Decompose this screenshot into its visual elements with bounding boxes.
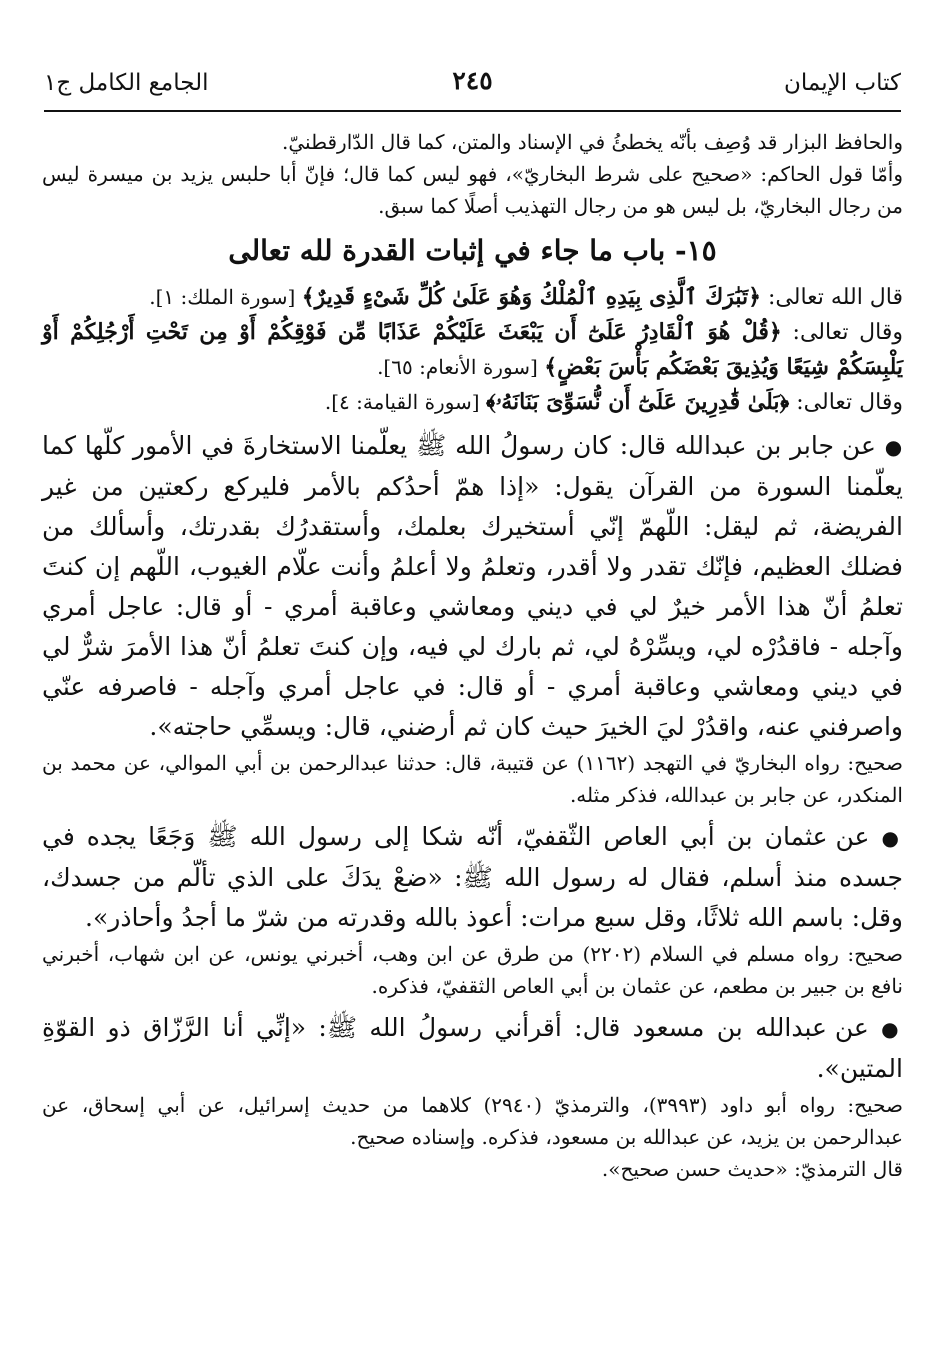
verse-lead: قال الله تعالى: (761, 285, 903, 310)
hadith-takhrij: صحيح: رواه مسلم في السلام (٢٢٠٢) من طرق عن ابن وهب، أخبرني يونس، عن ابن شهاب، أخبرني نافع بن جبير بن مطعم، عن عثمان بن أبي العاص الثقفيّ، فذكره. (42, 942, 903, 998)
closing-note: قال الترمذيّ: «حديث حسن صحيح». (601, 1157, 903, 1181)
verse-reference: [سورة الأنعام: ٦٥]. (377, 355, 545, 379)
intro-paragraph: والحافظ البزار قد وُصِف بأنّه يخطئُ في الإسناد والمتن، كما قال الدّارقطنيّ. (282, 130, 903, 154)
quran-verse: ﴿بَلَىٰ قَٰدِرِينَ عَلَىٰٓ أَن نُّسَوِّىَ بَنَانَهُۥ﴾ (485, 389, 790, 415)
quran-verse: ﴿تَبَٰرَكَ ٱلَّذِى بِيَدِهِ ٱلْمُلْكُ وَهُوَ عَلَىٰ كُلِّ شَىْءٍ قَدِيرٌ﴾ (301, 284, 762, 310)
verse-line (42, 315, 903, 385)
bullet-icon: ● (881, 826, 904, 850)
page-body (42, 126, 903, 1360)
bullet-icon: ● (881, 1017, 904, 1041)
hadith-body: عن عبدالله بن مسعود قال: أقرأني رسولُ الله ﷺ: «إنِّي أنا الرَّزّاق ذو القوّةِ المتين». (42, 1013, 903, 1083)
chapter-title: كتاب الإيمان (784, 70, 901, 96)
hadith-text (42, 817, 903, 938)
verse-line (42, 385, 903, 420)
verse-reference: [سورة القيامة: ٤]. (324, 390, 486, 414)
verse-lead: وقال تعالى: (789, 390, 903, 415)
bullet-icon: ● (884, 435, 904, 459)
hadith-body: عن جابر بن عبدالله قال: كان رسولُ الله ﷺ يعلّمنا الاستخارةَ في الأمور كلّها كما يعلّمنا السورة من القرآن يقول: «إذا همّ أحدُكم بالأمر فليركع ركعتين من غير الفريضة، ثم ليقل: اللّهمّ إنّي أستخيرك بعلمك، وأستقدرُك بقدرتك، وأسألك من فضلك العظيم، فإنّك تقدر ولا أقدر، وتعلمُ ولا أعلمُ وأنت علّام الغيوب، اللّهم إن كنتَ تعلمُ أنّ هذا الأمر خيرٌ لي في ديني ومعاشي وعاقبة أمري - أو قال: عاجل أمري وآجله - فاقدُرْه لي، ويسِّرْهُ لي، ثم بارك لي فيه، وإن كنتَ تعلمُ أنّ هذا الأمرَ شرٌّ لي في ديني ومعاشي وعاقبة أمري - أو قال: في عاجل أمري وآجله - فاصرفه عنّي واصرفني عنه، واقدُرْ ليَ الخيرَ حيث كان ثم أرضني، قال: ويسمِّي حاجته». (42, 431, 904, 741)
hadith-text (42, 1008, 903, 1089)
verse-reference: [سورة الملك: ١]. (149, 285, 302, 309)
header-divider (44, 110, 901, 112)
page-number: ٢٤٥ (452, 66, 493, 95)
page-header (44, 62, 901, 106)
quran-verse: ﴿قُلْ هُوَ ٱلْقَادِرُ عَلَىٰٓ أَن يَبْعَثَ عَلَيْكُمْ عَذَابًا مِّن فَوْقِكُمْ أَوْ مِن تَحْتِ أَرْجُلِكُمْ أَوْ يَلْبِسَكُمْ شِيَعًا وَيُذِيقَ بَعْضَكُم بَأْسَ بَعْضٍ﴾ (42, 319, 903, 380)
hadith-takhrij: صحيح: رواه البخاريّ في التهجد (١١٦٢) عن قتيبة، قال: حدثنا عبدالرحمن بن أبي الموالي، عن محمد بن المنكدر، عن جابر بن عبدالله، فذكر مثله. (42, 751, 904, 807)
hadith-text (42, 426, 903, 747)
verse-lead: وقال تعالى: (781, 320, 903, 345)
intro-paragraph: وأمّا قول الحاكم: «صحيح على شرط البخاريّ»، فهو ليس كما قال؛ فإنّ أبا حلبس يزيد بن ميسرة ليس من رجال البخاريّ، بل ليس هو من رجال التهذيب أصلًا كما سبق. (42, 162, 903, 218)
section-heading: ١٥- باب ما جاء في إثبات القدرة لله تعالى (228, 234, 717, 267)
hadith-body: عن عثمان بن أبي العاص الثّقفيّ، أنّه شكا إلى رسول الله ﷺ وَجَعًا يجده في جسده منذ أسلم، فقال له رسول الله ﷺ: «ضعْ يدَكَ على الذي تألّم من جسدك، وقل: باسم الله ثلاثًا، وقل سبع مرات: أعوذ بالله وقدرته من شرّ ما أجدُ وأحاذر». (42, 822, 903, 932)
verse-line (42, 280, 903, 315)
book-title: الجامع الكامل ج١ (44, 70, 209, 96)
hadith-takhrij: صحيح: رواه أبو داود (٣٩٩٣)، والترمذيّ (٢٩٤٠) كلاهما من حديث إسرائيل، عن أبي إسحاق، عن عبدالرحمن بن يزيد، عن عبدالله بن مسعود، فذكره. وإسناده صحيح. (42, 1093, 903, 1149)
